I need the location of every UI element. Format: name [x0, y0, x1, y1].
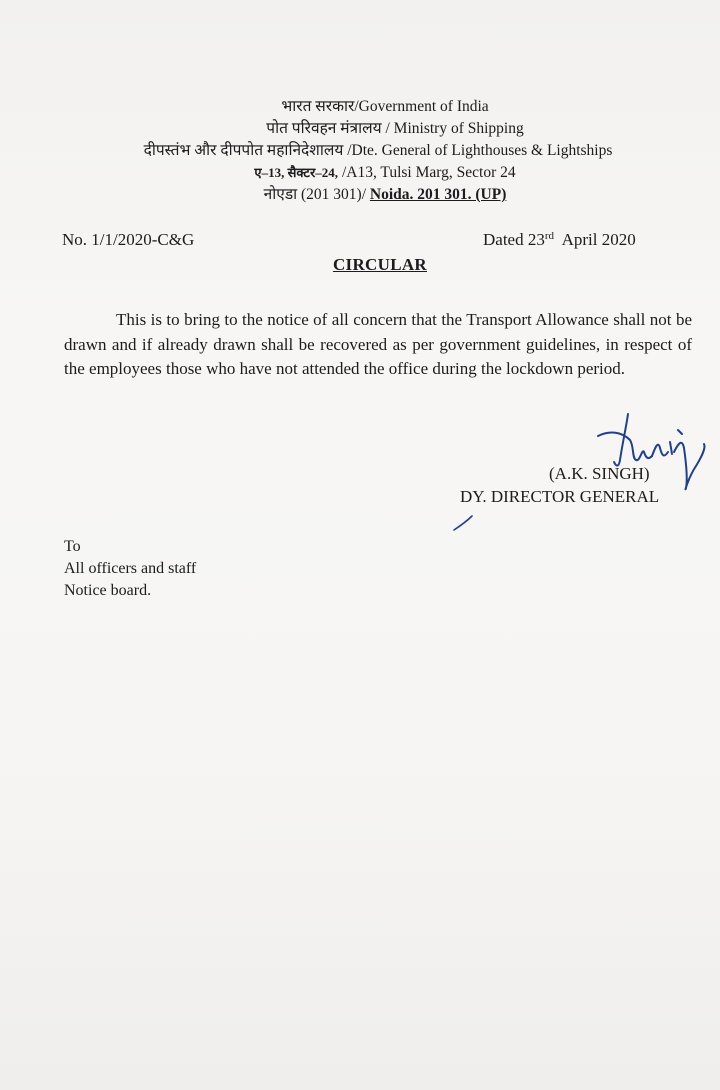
date-prefix: Dated 23 — [483, 230, 545, 249]
letterhead-line-directorate — [0, 140, 720, 162]
recipient-item: Notice board. — [64, 582, 152, 599]
recipients-block — [64, 536, 196, 602]
circular-body-paragraph: This is to bring to the notice of all concern that the Transport Allowance shall not be drawn and if already drawn shall be recovered as per government guidelines, in respect of the employees those who have not attended the office during the lockdown period. — [64, 310, 692, 378]
document-date — [483, 230, 636, 250]
letterhead — [0, 96, 720, 206]
letterhead-hindi-text: ए–13, सैक्टर–24, — [254, 165, 339, 180]
letterhead-line-government — [0, 96, 720, 118]
letterhead-hindi-text: पोत परिवहन मंत्रालय — [266, 120, 382, 137]
letterhead-hindi-text: भारत सरकार — [281, 98, 355, 115]
letterhead-english-text: Noida. 201 301. (UP) — [369, 186, 507, 203]
letterhead-hindi-text: दीपस्तंभ और दीपपोत महानिदेशालय — [143, 142, 344, 159]
letterhead-line-city — [0, 184, 720, 206]
letterhead-hindi-text: नोएडा (201 301)/ — [263, 186, 370, 203]
letterhead-english-text: /Dte. General of Lighthouses & Lightships — [343, 142, 613, 159]
letterhead-english-text: /Government of India — [354, 98, 489, 115]
pen-mark — [452, 512, 474, 534]
date-month-year: April 2020 — [554, 230, 636, 249]
letterhead-english-text: / Ministry of Shipping — [381, 120, 524, 137]
letterhead-line-address — [0, 162, 720, 184]
recipients-to-label: To — [64, 538, 81, 555]
letterhead-line-ministry — [0, 118, 720, 140]
date-ordinal-suffix: rd — [544, 230, 555, 242]
letterhead-english-text: /A13, Tulsi Marg, Sector 24 — [338, 164, 516, 181]
signatory-name: (A.K. SINGH) — [549, 464, 650, 483]
document-heading: CIRCULAR — [332, 255, 427, 274]
recipient-item: All officers and staff — [64, 560, 197, 577]
signatory-designation: DY. DIRECTOR GENERAL — [460, 487, 660, 506]
reference-number: No. 1/1/2020-C&G — [62, 230, 195, 249]
